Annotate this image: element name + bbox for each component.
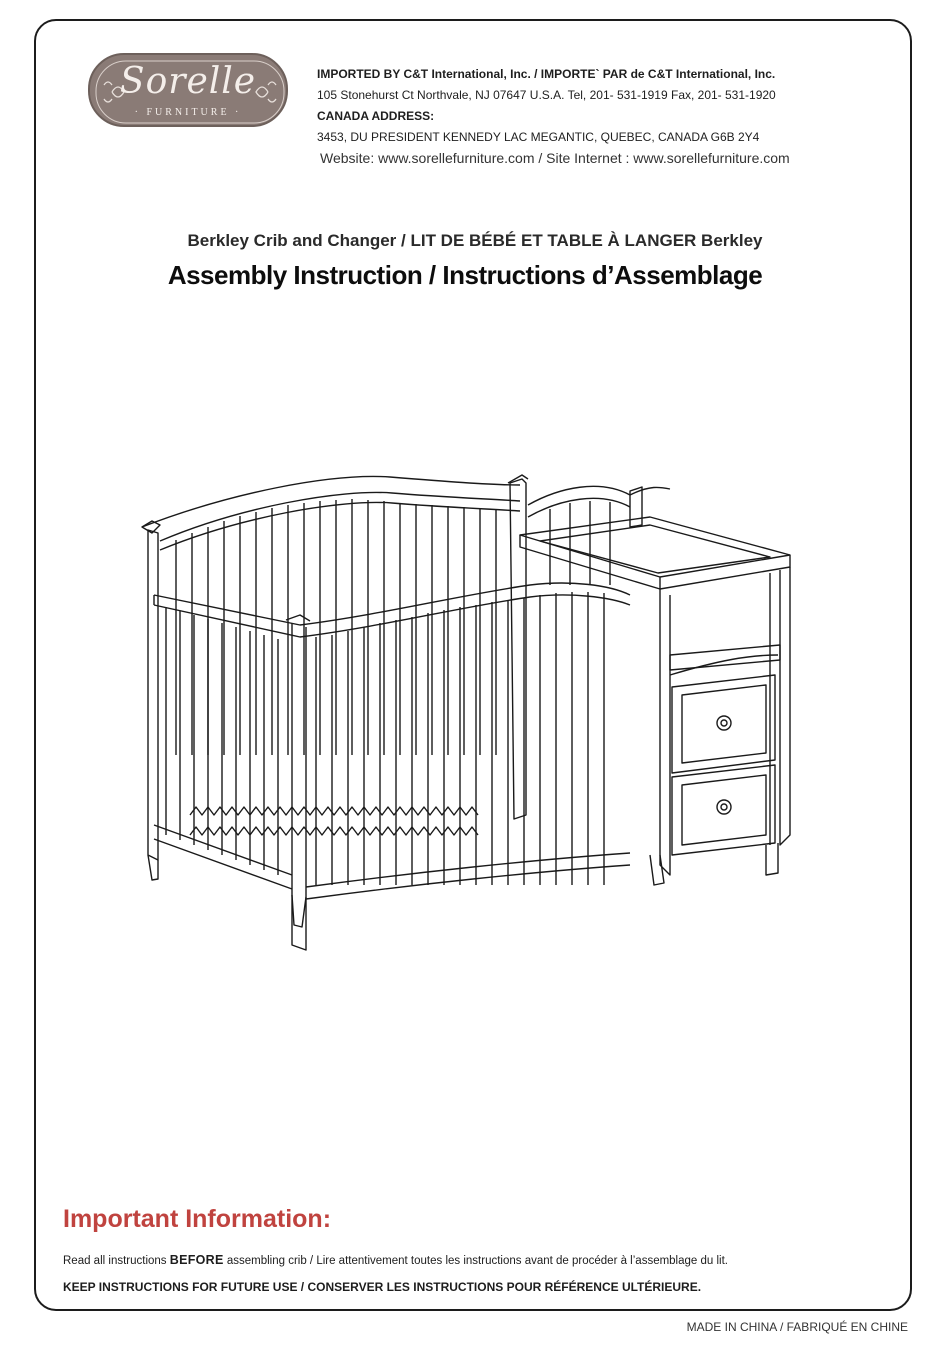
website-line: Website: www.sorellefurniture.com / Site Internet : www.sorellefurniture.com <box>320 150 790 166</box>
sorelle-logo <box>88 53 288 127</box>
importer-line: IMPORTED BY C&T International, Inc. / IMPORTE` PAR de C&T International, Inc. <box>317 67 776 81</box>
read-suffix: assembling crib / Lire attentivement toutes les instructions avant de procéder à l’assemblage du lit. <box>223 1255 728 1267</box>
made-in-label: MADE IN CHINA / FABRIQUÉ EN CHINE <box>686 1320 908 1334</box>
canada-address-label: CANADA ADDRESS: <box>317 109 435 123</box>
read-instructions-line <box>63 1253 728 1267</box>
important-heading: Important Information: <box>63 1205 332 1233</box>
page-title: Assembly Instruction / Instructions d’Assemblage <box>167 260 763 290</box>
crib-and-changer-illustration <box>130 455 810 955</box>
canada-address: 3453, DU PRESIDENT KENNEDY LAC MEGANTIC, QUEBEC, CANADA G6B 2Y4 <box>317 130 760 144</box>
before-emphasis: BEFORE <box>169 1253 224 1267</box>
product-subtitle: Berkley Crib and Changer / LIT DE BÉBÉ ET TABLE À LANGER Berkley <box>187 231 763 250</box>
keep-instructions-line: KEEP INSTRUCTIONS FOR FUTURE USE / CONSERVER LES INSTRUCTIONS POUR RÉFÉRENCE ULTÉRIEURE. <box>63 1280 702 1294</box>
us-address: 105 Stonehurst Ct Northvale, NJ 07647 U.S.A. Tel, 201- 531-1919 Fax, 201- 531-1920 <box>317 88 776 102</box>
logo-subtitle: · FURNITURE · <box>134 107 242 118</box>
logo-brand-name: Sorelle <box>119 61 257 102</box>
read-prefix: Read all instructions <box>63 1255 170 1267</box>
